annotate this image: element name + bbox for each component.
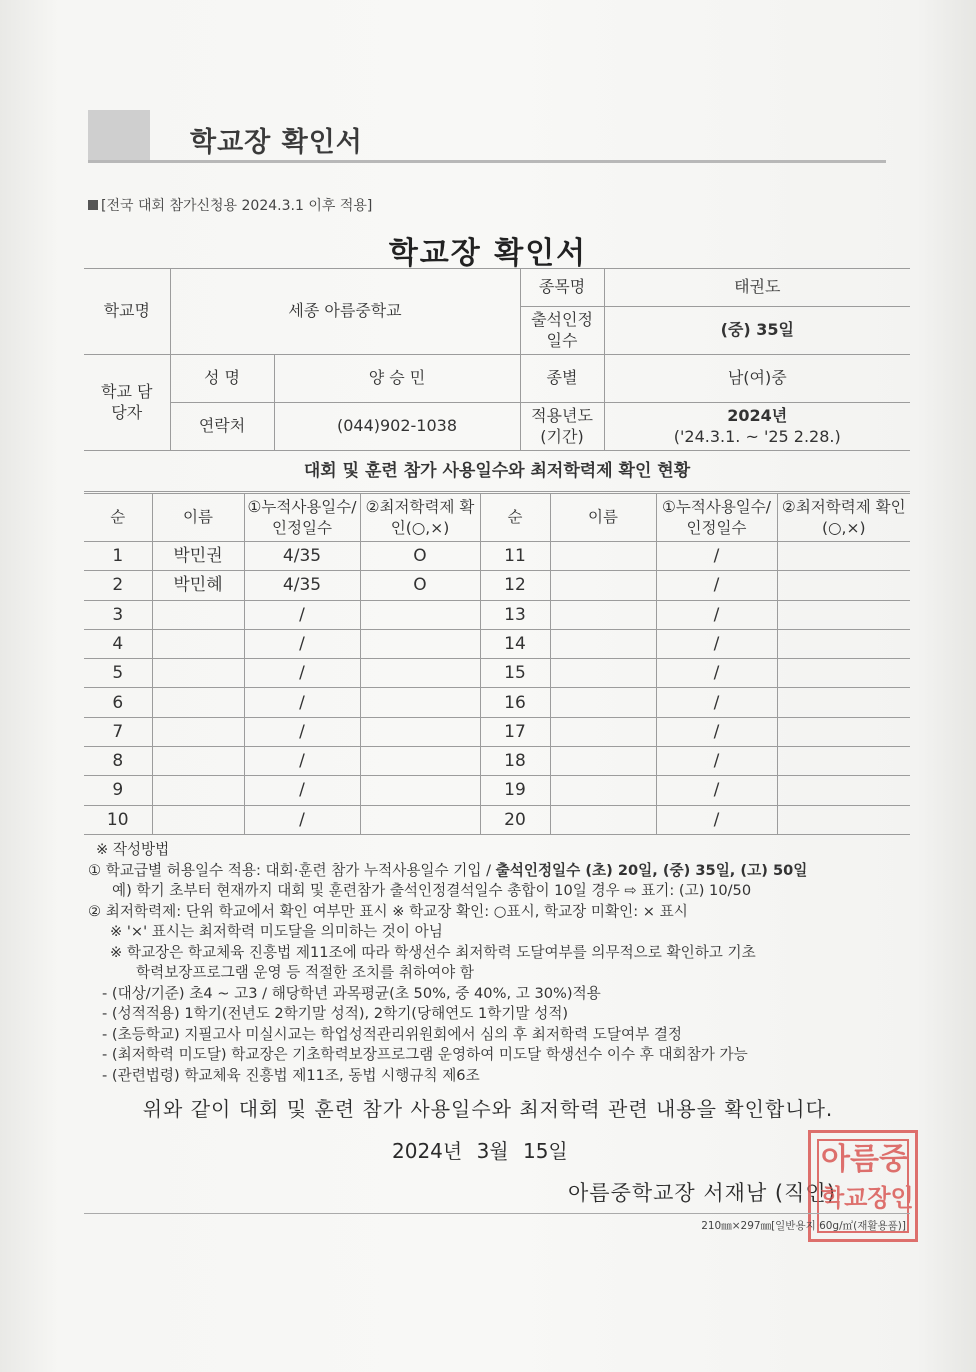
- col-academic-left: ②최저학력제 확인(○,×): [360, 494, 480, 542]
- row-no-left: 4: [84, 629, 152, 658]
- contact-value: (044)902-1038: [274, 403, 520, 451]
- row-no-right: 11: [480, 542, 550, 571]
- year-cell: [604, 403, 910, 451]
- contact-label: 연락처: [170, 403, 274, 451]
- row-check-right: [777, 542, 910, 571]
- name-value: 양 승 민: [274, 355, 520, 403]
- row-days-left: /: [244, 776, 360, 805]
- row-check-left: [360, 776, 480, 805]
- note-2-sub2b: 학력보장프로그램 운영 등 적절한 조치를 취하여야 함: [136, 964, 474, 981]
- notes-heading: ※ 작성방법: [96, 841, 170, 858]
- issue-date: 2024년 3월 15일: [392, 1139, 568, 1163]
- col-days-right: ①누적사용일수/인정일수: [656, 494, 777, 542]
- year-value: 2024년: [727, 405, 788, 425]
- row-no-left: 7: [84, 717, 152, 746]
- row-check-right: [777, 600, 910, 629]
- row-days-right: /: [656, 805, 777, 834]
- row-no-left: 2: [84, 571, 152, 600]
- row-check-right: [777, 747, 910, 776]
- col-academic-right: ②최저학력제 확인(○,×): [777, 494, 910, 542]
- row-days-left: /: [244, 629, 360, 658]
- name-label: 성 명: [170, 355, 274, 403]
- row-no-right: 17: [480, 717, 550, 746]
- table-row: [84, 747, 910, 776]
- row-no-right: 20: [480, 805, 550, 834]
- bullet-3: - (초등학교) 지필고사 미실시교는 학업성적관리위원회에서 심의 후 최저학력 도달여부 결정: [102, 1025, 683, 1043]
- subtitle-text: [전국 대회 참가신청용 2024.3.1 이후 적용]: [101, 198, 373, 214]
- row-name-left: 박민권: [152, 542, 244, 571]
- row-no-right: 19: [480, 776, 550, 805]
- note-2: ② 최저학력제: 단위 학교에서 확인 여부만 표시 ※ 학교장 확인: ○표시, 학교장 미확인: × 표시: [88, 902, 688, 920]
- row-check-right: [777, 571, 910, 600]
- row-name-right: [550, 805, 656, 834]
- school-label: 학교명: [84, 269, 170, 355]
- note-2-sub1: ※ '×' 표시는 최저학력 미도달을 의미하는 것이 아님: [110, 923, 443, 940]
- row-days-right: /: [656, 571, 777, 600]
- paper-spec: 210㎜×297㎜[일반용지 60g/㎡(재활용품)]: [701, 1220, 906, 1232]
- row-check-right: [777, 688, 910, 717]
- confirm-statement: 위와 같이 대회 및 훈련 참가 사용일수와 최저학력 관련 내용을 확인합니다.: [142, 1097, 834, 1121]
- row-no-right: 13: [480, 600, 550, 629]
- row-days-left: /: [244, 747, 360, 776]
- row-no-left: 5: [84, 659, 152, 688]
- bullet-1: - (대상/기준) 초4 ~ 고3 / 해당학년 과목평균(초 50%, 중 40%, 고 30%)적용: [102, 984, 601, 1002]
- row-name-right: [550, 571, 656, 600]
- table-row: [84, 717, 910, 746]
- row-check-left: [360, 688, 480, 717]
- row-name-left: [152, 659, 244, 688]
- row-name-left: [152, 629, 244, 658]
- row-no-right: 18: [480, 747, 550, 776]
- table-row: [84, 659, 910, 688]
- year-label: 적용년도(기간): [520, 403, 604, 451]
- seal-line-1: 아름중: [821, 1142, 908, 1177]
- info-table: [84, 268, 910, 492]
- row-no-left: 9: [84, 776, 152, 805]
- event-value: 태권도: [604, 269, 910, 307]
- row-days-right: /: [656, 629, 777, 658]
- row-no-left: 1: [84, 542, 152, 571]
- row-days-right: /: [656, 688, 777, 717]
- row-days-left: /: [244, 717, 360, 746]
- section-title: 대회 및 훈련 참가 사용일수와 최저학력제 확인 현황: [84, 451, 910, 492]
- row-days-left: 4/35: [244, 542, 360, 571]
- row-name-left: [152, 776, 244, 805]
- principal-signature: 아름중학교장 서재남 (직인): [568, 1181, 836, 1205]
- row-check-left: [360, 629, 480, 658]
- row-check-right: [777, 659, 910, 688]
- row-no-left: 3: [84, 600, 152, 629]
- row-days-left: 4/35: [244, 571, 360, 600]
- manager-label: 학교 담당자: [84, 355, 170, 451]
- row-check-left: [360, 747, 480, 776]
- row-name-right: [550, 542, 656, 571]
- header-divider: [88, 160, 886, 163]
- row-days-left: /: [244, 600, 360, 629]
- row-no-left: 8: [84, 747, 152, 776]
- row-check-left: [360, 805, 480, 834]
- row-days-right: /: [656, 659, 777, 688]
- row-days-right: /: [656, 776, 777, 805]
- table-row: [84, 688, 910, 717]
- form-subtitle: [88, 195, 372, 215]
- row-days-right: /: [656, 542, 777, 571]
- col-no-left: 순: [84, 494, 152, 542]
- table-row: [84, 542, 910, 571]
- note-1-emphasis: 출석인정일수 (초) 20일, (중) 35일, (고) 50일: [495, 861, 808, 879]
- row-check-left: [360, 659, 480, 688]
- row-no-right: 14: [480, 629, 550, 658]
- row-days-left: /: [244, 659, 360, 688]
- row-days-right: /: [656, 717, 777, 746]
- school-value: 세종 아름중학교: [170, 269, 520, 355]
- row-check-left: O: [360, 542, 480, 571]
- bullet-4: - (최저학력 미도달) 학교장은 기초학력보장프로그램 운영하여 미도달 학생선수 이수 후 대회참가 가능: [102, 1046, 748, 1063]
- note-1-example: 예) 학기 초부터 현재까지 대회 및 훈련참가 출석인정결석일수 총합이 10일 경우 ⇨ 표기: (고) 10/50: [112, 882, 752, 899]
- note-1-text: ① 학교급별 허용일수 적용: 대회·훈련 참가 누적사용일수 기입 /: [88, 861, 496, 879]
- row-check-right: [777, 717, 910, 746]
- row-name-left: [152, 688, 244, 717]
- row-name-right: [550, 717, 656, 746]
- row-check-right: [777, 805, 910, 834]
- attendance-value: (중) 35일: [604, 307, 910, 355]
- row-check-left: [360, 717, 480, 746]
- table-row: [84, 571, 910, 600]
- page-title: 학교장 확인서: [388, 236, 588, 271]
- row-no-right: 16: [480, 688, 550, 717]
- table-body: [84, 542, 910, 835]
- row-days-right: /: [656, 600, 777, 629]
- note-2-sub2: ※ 학교장은 학교체육 진흥법 제11조에 따라 학생선수 최저학력 도달여부를 의무적으로 확인하고 기초: [110, 943, 756, 961]
- bullet-2: - (성적적용) 1학기(전년도 2학기말 성적), 2학기(당해연도 1학기말 성적): [102, 1005, 569, 1022]
- col-name-right: 이름: [550, 494, 656, 542]
- bullet-5: - (관련법령) 학교체육 진흥법 제11조, 동법 시행규칙 제6조: [102, 1066, 480, 1084]
- attendance-label: 출석인정일수: [520, 307, 604, 355]
- row-check-right: [777, 629, 910, 658]
- row-days-left: /: [244, 805, 360, 834]
- note-1: [88, 861, 918, 882]
- table-row: [84, 629, 910, 658]
- square-bullet-icon: [88, 200, 98, 210]
- table-row: [84, 776, 910, 805]
- header-title: 학교장 확인서: [190, 127, 363, 158]
- row-no-right: 12: [480, 571, 550, 600]
- row-no-left: 10: [84, 805, 152, 834]
- participation-table: [84, 493, 910, 835]
- row-name-right: [550, 688, 656, 717]
- row-check-left: O: [360, 571, 480, 600]
- row-name-left: [152, 747, 244, 776]
- event-label: 종목명: [520, 269, 604, 307]
- row-no-right: 15: [480, 659, 550, 688]
- seal-line-2: 학교장인: [821, 1183, 914, 1212]
- row-name-left: 박민혜: [152, 571, 244, 600]
- col-no-right: 순: [480, 494, 550, 542]
- instructions: [88, 840, 918, 1086]
- table-row: [84, 805, 910, 834]
- col-name-left: 이름: [152, 494, 244, 542]
- row-name-right: [550, 659, 656, 688]
- row-check-left: [360, 600, 480, 629]
- row-no-left: 6: [84, 688, 152, 717]
- col-days-left: ①누적사용일수/인정일수: [244, 494, 360, 542]
- row-check-right: [777, 776, 910, 805]
- row-name-right: [550, 747, 656, 776]
- row-days-left: /: [244, 688, 360, 717]
- gender-value: 남(여)중: [604, 355, 910, 403]
- footer-divider: [84, 1213, 910, 1214]
- row-name-left: [152, 600, 244, 629]
- header-decoration: [88, 110, 150, 162]
- row-name-right: [550, 776, 656, 805]
- period-value: ('24.3.1. ~ '25 2.28.): [673, 426, 841, 446]
- row-name-left: [152, 805, 244, 834]
- gender-label: 종별: [520, 355, 604, 403]
- table-row: [84, 600, 910, 629]
- row-name-right: [550, 629, 656, 658]
- row-name-right: [550, 600, 656, 629]
- row-days-right: /: [656, 747, 777, 776]
- row-name-left: [152, 717, 244, 746]
